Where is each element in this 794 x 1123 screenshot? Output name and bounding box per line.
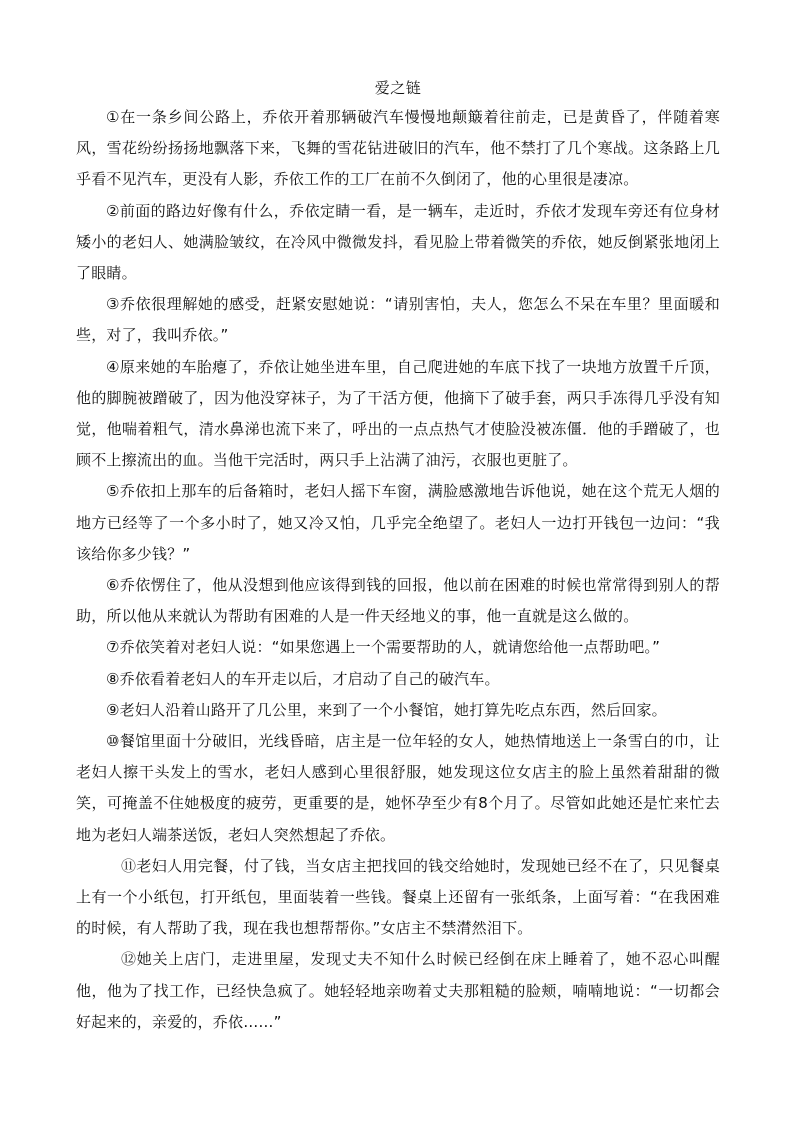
paragraph-1: ①在一条乡间公路上，乔依开着那辆破汽车慢慢地颠簸着往前走，已是黄昏了，伴随着寒风，雪花纷纷扬扬地飘落下来，飞舞的雪花钻进破旧的汽车，他不禁打了几个寒战。这条路上几乎看不见汽车，更没有人影，乔依工作的工厂在前不久倒闭了，他的心里很是凄凉。	[76, 108, 720, 189]
article-title: 爱之链	[374, 79, 422, 97]
paragraph-11: ⑪老妇人用完餐，付了钱，当女店主把找回的钱交给她时，发现她已经不在了，只见餐桌上有一个小纸包，打开纸包，里面装着一些钱。餐桌上还留有一张纸条，上面写着：“在我困难的时候，有人帮助了我，现在我也想帮帮你。”女店主不禁潸然泪下。	[76, 856, 720, 938]
paragraph-7: ⑦乔依笑着对老妇人说：“如果您遇上一个需要帮助的人，就请您给他一点帮助吧。”	[106, 638, 661, 657]
paragraph-4: ④原来她的车胎瘪了，乔依让她坐进车里，自己爬进她的车底下找了一块地方放置千斤顶，他的脚腕被蹭破了，因为他没穿袜子，为了干活方便，他摘下了破手套，两只手冻得几乎没有知觉，他喘着粗气，清水鼻涕也流下来了，呼出的一点点热气才使脸没被冻僵．他的手蹭破了，也顾不上擦流出的血。当他干完活时，两只手上沾满了油污，衣服也更脏了。	[76, 357, 720, 470]
paragraph-6: ⑥乔依愣住了，他从没想到他应该得到钱的回报，他以前在困难的时候也常常得到别人的帮助，所以他从来就认为帮助有困难的人是一件天经地义的事，他一直就是这么做的。	[76, 576, 720, 626]
paragraph-12: ⑫她关上店门，走进里屋，发现丈夫不知什么时候已经倒在床上睡着了，她不忍心叫醒他，他为了找工作，已经快急疯了。她轻轻地亲吻着丈夫那粗糙的脸颊，喃喃地说：“一切都会好起来的，亲爱的，乔依……”	[76, 950, 720, 1031]
paragraph-2: ②前面的路边好像有什么，乔依定睛一看，是一辆车，走近时，乔依才发现车旁还有位身材矮小的老妇人、她满脸皱纹，在冷风中微微发抖，看见脸上带着微笑的乔依，她反倒紧张地闭上了眼睛。	[76, 201, 720, 283]
paragraph-10: ⑩餐馆里面十分破旧，光线昏暗，店主是一位年轻的女人，她热情地送上一条雪白的巾，让老妇人擦干头发上的雪水，老妇人感到心里很舒服，她发现这位女店主的脸上虽然着甜甜的微笑，可掩盖不住她极度的疲劳，更重要的是，她怀孕至少有8个月了。尽管如此她还是忙来忙去地为老妇人端茶送饭，老妇人突然想起了乔依。	[76, 732, 720, 844]
paragraph-5: ⑤乔依扣上那车的后备箱时，老妇人摇下车窗，满脸感激地告诉他说，她在这个荒无人烟的地方已经等了一个多小时了，她又冷又怕，几乎完全绝望了。老妇人一边打开钱包一边问：“我该给你多少钱？”	[76, 482, 720, 563]
paragraph-3: ③乔依很理解她的感受，赶紧安慰她说：“请别害怕，夫人，您怎么不呆在车里？里面暖和些，对了，我叫乔依。”	[76, 295, 720, 345]
paragraph-8: ⑧乔依看着老妇人的车开走以后，才启动了自己的破汽车。	[106, 669, 500, 688]
paragraph-9: ⑨老妇人沿着山路开了几公里，来到了一个小餐馆，她打算先吃点东西，然后回家。	[106, 700, 667, 719]
